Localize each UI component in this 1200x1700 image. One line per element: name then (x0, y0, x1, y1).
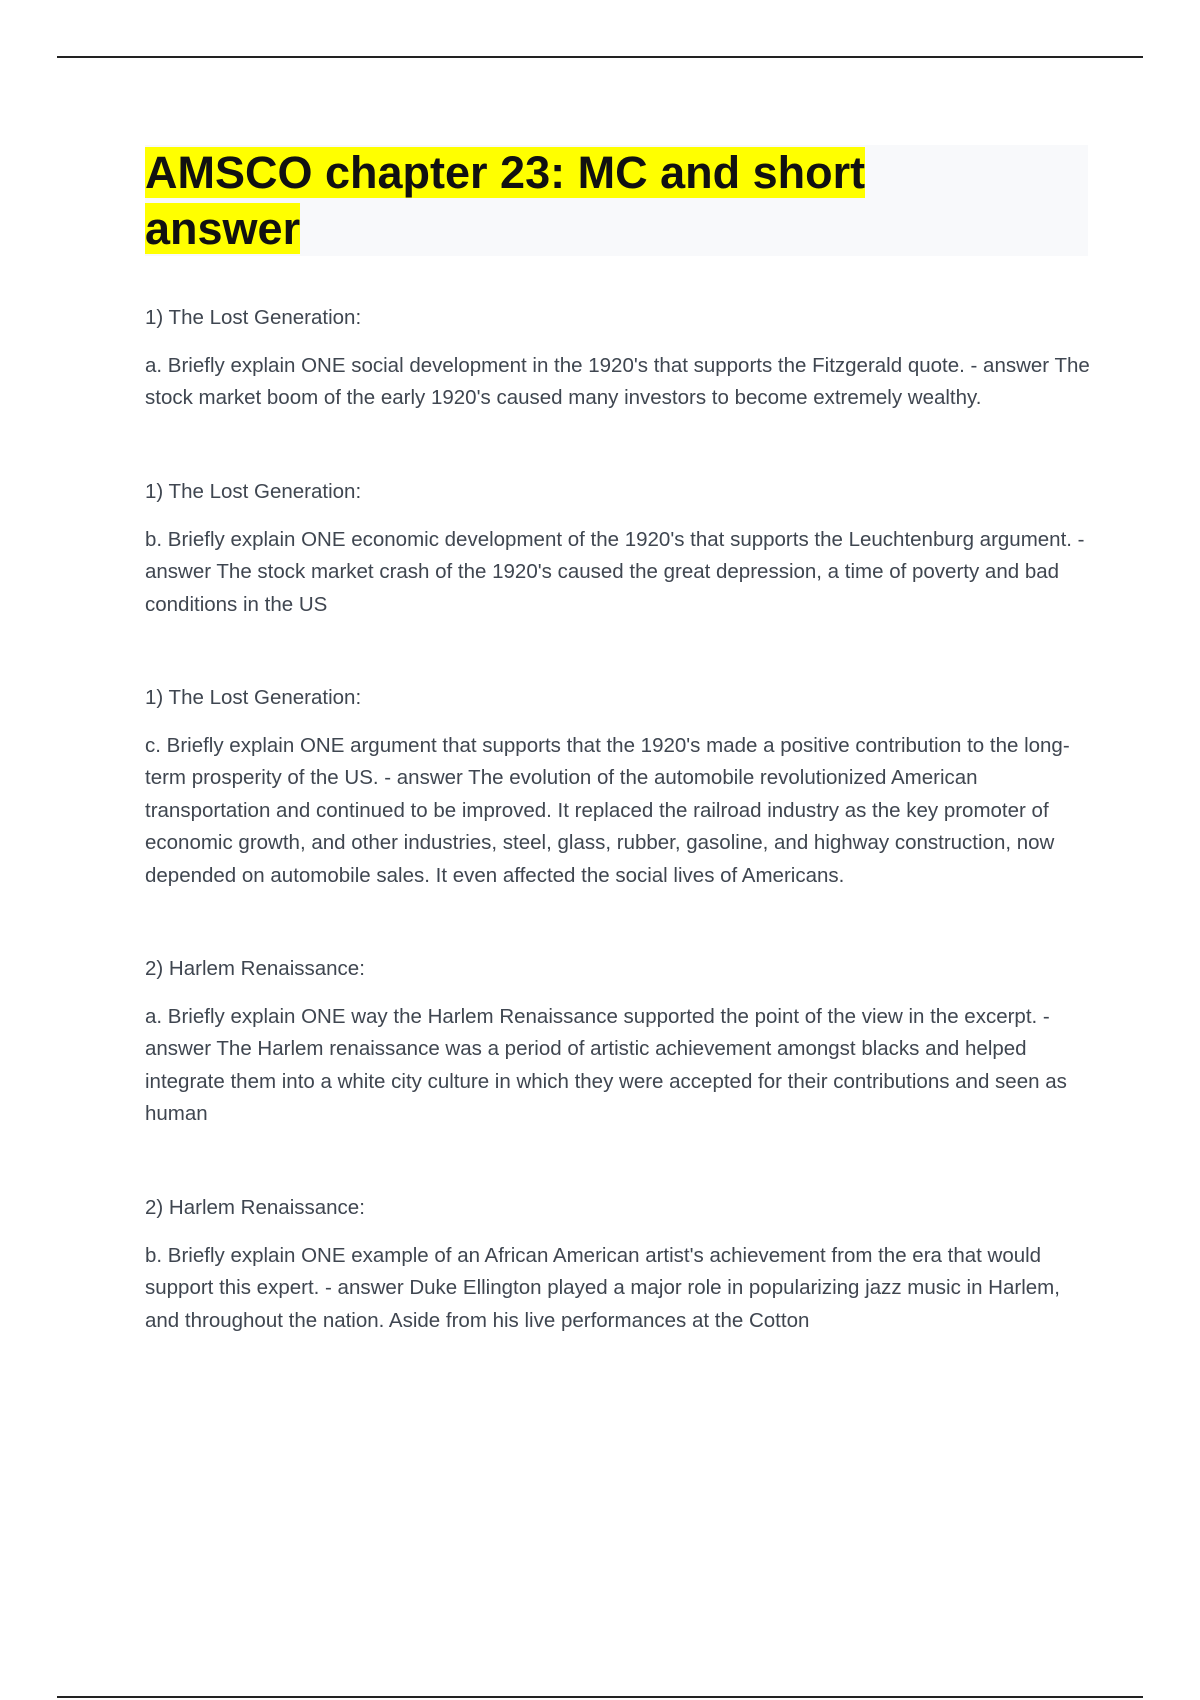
question-answer: a. Briefly explain ONE social development in the 1920's that supports the Fitzgerald quote. - answer The stock market boom of the early 1920's caused many investors to become extremely wealthy. (145, 354, 1090, 410)
title-band (145, 145, 1088, 256)
question-heading: 1) The Lost Generation: (145, 306, 362, 329)
title-highlight: AMSCO chapter 23: MC and short answer (145, 147, 866, 254)
document-body (145, 302, 1090, 1337)
question-heading: 2) Harlem Renaissance: (145, 957, 365, 981)
question-heading: 1) The Lost Generation: (145, 686, 362, 710)
question-answer: c. Briefly explain ONE argument that supports that the 1920's made a positive contribution to the long-term prosperity of the US. - answer The evolution of the automobile revolutionized American transportation and continued to be improved. It replaced the railroad industry as the key promoter of economic growth, and other industries, steel, glass, rubber, gasoline, and highway construction, now depended on automobile sales. It even affected the social lives of Americans. (145, 734, 1070, 887)
question-answer: a. Briefly explain ONE way the Harlem Renaissance supported the point of the view in the excerpt. - answer The Harlem renaissance was a period of artistic achievement amongst blacks and helped integrate them into a white city culture in which they were accepted for their contributions and seen as human (145, 1005, 1067, 1126)
qa-item (145, 682, 1090, 892)
question-answer: b. Briefly explain ONE example of an African American artist's achievement from the era that would support this expert. - answer Duke Ellington played a major role in popularizing jazz music in Harlem, and throughout the nation. Aside from his live performances at the Cotton (145, 1243, 1060, 1332)
question-heading: 2) Harlem Renaissance: (145, 1195, 365, 1219)
top-divider (57, 56, 1143, 58)
question-answer: b. Briefly explain ONE economic development of the 1920's that supports the Leuchtenburg argument. - answer The stock market crash of the 1920's caused the great depression, a time of poverty and bad conditions in the US (145, 527, 1085, 616)
qa-item (145, 302, 1090, 415)
qa-item (145, 953, 1090, 1131)
page-title (145, 145, 945, 257)
bottom-divider (57, 1696, 1143, 1698)
question-heading: 1) The Lost Generation: (145, 479, 362, 503)
qa-item (145, 1192, 1090, 1337)
qa-item (145, 476, 1090, 621)
